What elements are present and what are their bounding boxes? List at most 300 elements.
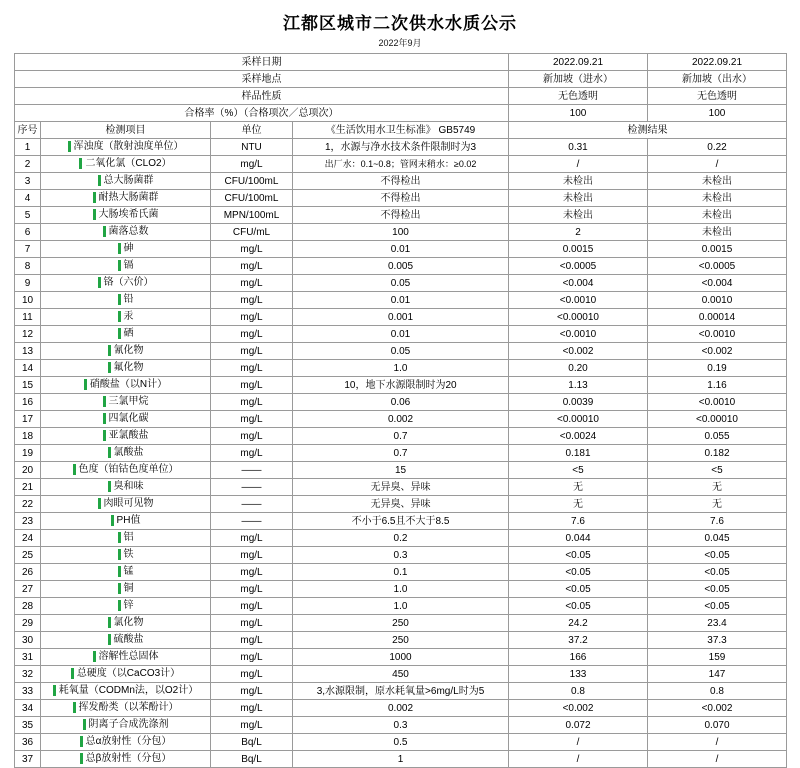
summary-value: 新加坡（进水） — [509, 71, 648, 88]
cell-item-label: 铅 — [123, 294, 134, 306]
cell-result-2: <0.004 — [648, 275, 787, 292]
cell-unit: mg/L — [211, 258, 293, 275]
cell-result-1: 0.0015 — [509, 241, 648, 258]
page-subtitle: 2022年9月 — [378, 38, 422, 48]
row-marker-icon — [118, 583, 121, 594]
cell-index: 26 — [15, 564, 41, 581]
cell-result-1: <0.05 — [509, 581, 648, 598]
cell-index: 17 — [15, 411, 41, 428]
cell-index: 32 — [15, 666, 41, 683]
cell-result-1: 未检出 — [509, 190, 648, 207]
cell-result-2: <0.05 — [648, 598, 787, 615]
cell-item-label: 耗氧量（CODMn法，以O2计） — [58, 685, 199, 697]
row-marker-icon — [83, 719, 86, 730]
cell-standard: 不得检出 — [293, 190, 509, 207]
cell-index: 24 — [15, 530, 41, 547]
cell-index: 20 — [15, 462, 41, 479]
table-row — [15, 156, 787, 173]
cell-standard: 0.5 — [293, 734, 509, 751]
cell-result-1: 24.2 — [509, 615, 648, 632]
cell-unit: mg/L — [211, 615, 293, 632]
table-row — [15, 241, 787, 258]
row-marker-icon — [103, 226, 106, 237]
cell-standard: 0.06 — [293, 394, 509, 411]
cell-standard: 不小于6.5且不大于8.5 — [293, 513, 509, 530]
row-marker-icon — [73, 464, 76, 475]
cell-index: 33 — [15, 683, 41, 700]
row-marker-icon — [84, 379, 87, 390]
cell-unit: mg/L — [211, 360, 293, 377]
cell-result-2: <0.0010 — [648, 326, 787, 343]
table-row — [15, 734, 787, 751]
cell-item — [41, 496, 211, 513]
cell-result-1: 0.181 — [509, 445, 648, 462]
cell-item-label: 浑浊度（散射浊度单位） — [73, 141, 184, 153]
row-marker-icon — [118, 600, 121, 611]
cell-result-1: <0.0010 — [509, 292, 648, 309]
summary-row — [15, 71, 787, 88]
cell-unit: mg/L — [211, 666, 293, 683]
cell-item-label: 铬（六价） — [103, 277, 154, 289]
cell-item-label: 镉 — [123, 260, 134, 272]
cell-index: 27 — [15, 581, 41, 598]
cell-item — [41, 224, 211, 241]
row-marker-icon — [108, 345, 111, 356]
cell-result-2: 0.00014 — [648, 309, 787, 326]
cell-index: 7 — [15, 241, 41, 258]
cell-standard: 0.2 — [293, 530, 509, 547]
row-marker-icon — [108, 481, 111, 492]
table-row — [15, 292, 787, 309]
cell-unit: Bq/L — [211, 751, 293, 768]
cell-result-1: <0.002 — [509, 343, 648, 360]
table-row — [15, 360, 787, 377]
cell-index: 10 — [15, 292, 41, 309]
row-marker-icon — [118, 294, 121, 305]
cell-index: 3 — [15, 173, 41, 190]
cell-standard: 250 — [293, 632, 509, 649]
cell-unit: mg/L — [211, 275, 293, 292]
row-marker-icon — [118, 328, 121, 339]
header-unit: 单位 — [211, 122, 293, 139]
cell-standard: 10，地下水源限制时为20 — [293, 377, 509, 394]
cell-item — [41, 479, 211, 496]
cell-unit: Bq/L — [211, 734, 293, 751]
cell-result-1: 未检出 — [509, 207, 648, 224]
cell-standard: 0.7 — [293, 445, 509, 462]
cell-result-2: <0.05 — [648, 564, 787, 581]
cell-result-2: 0.182 — [648, 445, 787, 462]
cell-result-1: / — [509, 734, 648, 751]
cell-index: 12 — [15, 326, 41, 343]
row-marker-icon — [80, 736, 83, 747]
cell-result-2: 23.4 — [648, 615, 787, 632]
cell-unit: CFU/mL — [211, 224, 293, 241]
cell-result-1: 166 — [509, 649, 648, 666]
header-index: 序号 — [15, 122, 41, 139]
cell-result-1: <0.0024 — [509, 428, 648, 445]
cell-unit: mg/L — [211, 292, 293, 309]
cell-index: 18 — [15, 428, 41, 445]
cell-standard: 100 — [293, 224, 509, 241]
cell-item-label: 氟化物 — [113, 362, 144, 374]
cell-item — [41, 394, 211, 411]
cell-result-1: 0.044 — [509, 530, 648, 547]
cell-item-label: 氯酸盐 — [113, 447, 144, 459]
cell-result-1: 0.31 — [509, 139, 648, 156]
cell-result-2: <0.002 — [648, 343, 787, 360]
cell-standard: 0.1 — [293, 564, 509, 581]
cell-item — [41, 258, 211, 275]
cell-unit: mg/L — [211, 156, 293, 173]
cell-item-label: 硝酸盐（以N计） — [89, 379, 168, 391]
row-marker-icon — [68, 141, 71, 152]
cell-standard: 15 — [293, 462, 509, 479]
cell-unit: mg/L — [211, 394, 293, 411]
cell-item-label: 汞 — [123, 311, 134, 323]
cell-result-2: 147 — [648, 666, 787, 683]
row-marker-icon — [118, 532, 121, 543]
table-row — [15, 615, 787, 632]
cell-result-1: <0.05 — [509, 598, 648, 615]
cell-item — [41, 428, 211, 445]
cell-index: 21 — [15, 479, 41, 496]
row-marker-icon — [53, 685, 56, 696]
cell-result-2: 0.0015 — [648, 241, 787, 258]
row-marker-icon — [80, 753, 83, 764]
cell-index: 11 — [15, 309, 41, 326]
row-marker-icon — [118, 311, 121, 322]
cell-item-label: 阴离子合成洗涤剂 — [88, 719, 169, 731]
row-marker-icon — [93, 209, 96, 220]
cell-unit: mg/L — [211, 683, 293, 700]
cell-item — [41, 462, 211, 479]
table-row — [15, 683, 787, 700]
cell-unit: —— — [211, 462, 293, 479]
cell-unit: —— — [211, 513, 293, 530]
cell-index: 37 — [15, 751, 41, 768]
cell-result-2: 未检出 — [648, 173, 787, 190]
cell-result-1: 133 — [509, 666, 648, 683]
cell-result-2: 7.6 — [648, 513, 787, 530]
row-marker-icon — [71, 668, 74, 679]
cell-item-label: 氰化物 — [113, 345, 144, 357]
cell-index: 36 — [15, 734, 41, 751]
table-row — [15, 530, 787, 547]
cell-unit: mg/L — [211, 428, 293, 445]
summary-label: 合格率（%）（合格项次／总项次） — [15, 105, 509, 122]
cell-item — [41, 649, 211, 666]
cell-unit: —— — [211, 479, 293, 496]
cell-item — [41, 241, 211, 258]
table-row — [15, 666, 787, 683]
cell-result-1: <0.0010 — [509, 326, 648, 343]
cell-standard: 1，水源与净水技术条件限制时为3 — [293, 139, 509, 156]
table-row — [15, 700, 787, 717]
row-marker-icon — [103, 430, 106, 441]
cell-result-2: 0.0010 — [648, 292, 787, 309]
cell-item-label: 硫酸盐 — [113, 634, 144, 646]
row-marker-icon — [108, 617, 111, 628]
cell-index: 30 — [15, 632, 41, 649]
cell-index: 22 — [15, 496, 41, 513]
cell-unit: mg/L — [211, 717, 293, 734]
cell-item — [41, 292, 211, 309]
cell-unit: mg/L — [211, 309, 293, 326]
cell-standard: 出厂水：0.1~0.8；管网末稍水：≥0.02 — [293, 156, 509, 173]
cell-item — [41, 275, 211, 292]
cell-index: 34 — [15, 700, 41, 717]
cell-standard: 0.002 — [293, 411, 509, 428]
cell-unit: mg/L — [211, 649, 293, 666]
table-row — [15, 649, 787, 666]
table-row — [15, 581, 787, 598]
cell-item — [41, 411, 211, 428]
cell-result-2: 未检出 — [648, 224, 787, 241]
cell-item — [41, 666, 211, 683]
cell-standard: 450 — [293, 666, 509, 683]
cell-result-1: 0.8 — [509, 683, 648, 700]
cell-index: 28 — [15, 598, 41, 615]
summary-value: 2022.09.21 — [509, 54, 648, 71]
summary-value: 100 — [509, 105, 648, 122]
cell-index: 16 — [15, 394, 41, 411]
cell-item — [41, 445, 211, 462]
summary-row — [15, 88, 787, 105]
row-marker-icon — [98, 498, 101, 509]
cell-result-1: 无 — [509, 479, 648, 496]
cell-result-1: <0.004 — [509, 275, 648, 292]
cell-standard: 0.7 — [293, 428, 509, 445]
cell-standard: 250 — [293, 615, 509, 632]
cell-result-2: <0.002 — [648, 700, 787, 717]
cell-item — [41, 309, 211, 326]
cell-result-1: 1.13 — [509, 377, 648, 394]
cell-standard: 0.05 — [293, 343, 509, 360]
table-row — [15, 479, 787, 496]
header-standard: 《生活饮用水卫生标准》 GB5749 — [293, 122, 509, 139]
cell-item-label: 铝 — [123, 532, 134, 544]
cell-item — [41, 530, 211, 547]
cell-unit: mg/L — [211, 530, 293, 547]
cell-index: 25 — [15, 547, 41, 564]
cell-item — [41, 683, 211, 700]
cell-item-label: 臭和味 — [113, 481, 144, 493]
cell-item — [41, 547, 211, 564]
cell-unit: mg/L — [211, 326, 293, 343]
cell-standard: 0.001 — [293, 309, 509, 326]
cell-unit: mg/L — [211, 564, 293, 581]
cell-item — [41, 564, 211, 581]
cell-item-label: 四氯化碳 — [108, 413, 149, 425]
summary-label: 采样日期 — [15, 54, 509, 71]
cell-item-label: 亚氯酸盐 — [108, 430, 149, 442]
cell-unit: NTU — [211, 139, 293, 156]
table-row — [15, 564, 787, 581]
cell-unit: CFU/100mL — [211, 190, 293, 207]
row-marker-icon — [108, 634, 111, 645]
cell-standard: 0.01 — [293, 241, 509, 258]
table-row — [15, 173, 787, 190]
summary-label: 样品性质 — [15, 88, 509, 105]
cell-unit: mg/L — [211, 581, 293, 598]
table-row — [15, 275, 787, 292]
cell-item — [41, 717, 211, 734]
row-marker-icon — [93, 192, 96, 203]
table-row — [15, 547, 787, 564]
cell-item-label: 肉眼可见物 — [103, 498, 154, 510]
cell-result-1: <5 — [509, 462, 648, 479]
cell-item — [41, 632, 211, 649]
row-marker-icon — [98, 175, 101, 186]
row-marker-icon — [118, 549, 121, 560]
cell-item-label: 总硬度（以CaCO3计） — [76, 668, 181, 680]
cell-index: 2 — [15, 156, 41, 173]
cell-result-1: <0.0005 — [509, 258, 648, 275]
cell-unit: mg/L — [211, 377, 293, 394]
cell-index: 29 — [15, 615, 41, 632]
cell-standard: 0.01 — [293, 292, 509, 309]
cell-item — [41, 190, 211, 207]
cell-item — [41, 734, 211, 751]
cell-item-label: 砷 — [123, 243, 134, 255]
table-row — [15, 411, 787, 428]
cell-standard: 不得检出 — [293, 173, 509, 190]
cell-standard: 0.3 — [293, 547, 509, 564]
cell-result-1: / — [509, 751, 648, 768]
row-marker-icon — [118, 243, 121, 254]
cell-standard: 3,水源限制，原水耗氧量>6mg/L时为5 — [293, 683, 509, 700]
cell-item — [41, 207, 211, 224]
cell-result-2: <0.0005 — [648, 258, 787, 275]
cell-item-label: 菌落总数 — [108, 226, 149, 238]
cell-item-label: 总β放射性（分包） — [85, 753, 172, 765]
cell-index: 6 — [15, 224, 41, 241]
table-row — [15, 632, 787, 649]
row-marker-icon — [111, 515, 114, 526]
cell-standard: 1.0 — [293, 581, 509, 598]
summary-value: 100 — [648, 105, 787, 122]
cell-result-2: <0.00010 — [648, 411, 787, 428]
cell-item-label: 二氧化氯（CLO2） — [85, 158, 172, 170]
table-row — [15, 190, 787, 207]
table-row — [15, 394, 787, 411]
cell-result-1: 0.0039 — [509, 394, 648, 411]
cell-item-label: 氯化物 — [113, 617, 144, 629]
cell-item — [41, 615, 211, 632]
cell-item-label: 总大肠菌群 — [103, 175, 154, 187]
cell-result-2: / — [648, 156, 787, 173]
cell-result-2: / — [648, 751, 787, 768]
cell-result-1: 无 — [509, 496, 648, 513]
cell-standard: 无异臭、异味 — [293, 479, 509, 496]
cell-index: 15 — [15, 377, 41, 394]
row-marker-icon — [73, 702, 76, 713]
cell-item — [41, 377, 211, 394]
cell-standard: 1000 — [293, 649, 509, 666]
cell-item-label: 耐热大肠菌群 — [98, 192, 159, 204]
cell-standard: 1.0 — [293, 360, 509, 377]
cell-index: 1 — [15, 139, 41, 156]
row-marker-icon — [108, 362, 111, 373]
cell-item-label: 总α放射性（分包） — [85, 736, 172, 748]
cell-item-label: 铁 — [123, 549, 134, 561]
summary-label: 采样地点 — [15, 71, 509, 88]
row-marker-icon — [103, 413, 106, 424]
cell-result-1: 7.6 — [509, 513, 648, 530]
cell-result-2: 0.045 — [648, 530, 787, 547]
cell-item-label: PH值 — [116, 515, 141, 527]
table-row — [15, 598, 787, 615]
cell-result-2: 未检出 — [648, 190, 787, 207]
summary-value: 新加坡（出水） — [648, 71, 787, 88]
table-row — [15, 377, 787, 394]
cell-unit: mg/L — [211, 547, 293, 564]
cell-result-2: 159 — [648, 649, 787, 666]
row-marker-icon — [79, 158, 82, 169]
cell-item-label: 铜 — [123, 583, 134, 595]
cell-index: 35 — [15, 717, 41, 734]
cell-item — [41, 513, 211, 530]
cell-index: 19 — [15, 445, 41, 462]
cell-standard: 不得检出 — [293, 207, 509, 224]
summary-row — [15, 54, 787, 71]
cell-result-2: / — [648, 734, 787, 751]
cell-unit: mg/L — [211, 241, 293, 258]
cell-result-2: <5 — [648, 462, 787, 479]
cell-result-2: 0.055 — [648, 428, 787, 445]
table-row — [15, 309, 787, 326]
cell-unit: mg/L — [211, 598, 293, 615]
cell-result-2: 0.070 — [648, 717, 787, 734]
cell-result-2: 37.3 — [648, 632, 787, 649]
cell-item — [41, 173, 211, 190]
page-title: 江都区城市二次供水水质公示 — [283, 14, 517, 34]
cell-item-label: 挥发酚类（以苯酚计） — [78, 702, 179, 714]
cell-result-2: 1.16 — [648, 377, 787, 394]
cell-standard: 1.0 — [293, 598, 509, 615]
cell-index: 13 — [15, 343, 41, 360]
cell-unit: —— — [211, 496, 293, 513]
cell-result-2: 0.8 — [648, 683, 787, 700]
cell-result-1: <0.002 — [509, 700, 648, 717]
cell-item — [41, 700, 211, 717]
cell-item — [41, 751, 211, 768]
table-row — [15, 343, 787, 360]
table-header-row — [15, 122, 787, 139]
cell-unit: MPN/100mL — [211, 207, 293, 224]
cell-standard: 0.002 — [293, 700, 509, 717]
cell-item-label: 大肠埃希氏菌 — [98, 209, 159, 221]
cell-unit: mg/L — [211, 411, 293, 428]
row-marker-icon — [108, 447, 111, 458]
cell-standard: 0.05 — [293, 275, 509, 292]
cell-item-label: 三氯甲烷 — [108, 396, 149, 408]
table-row — [15, 428, 787, 445]
row-marker-icon — [103, 396, 106, 407]
summary-value: 2022.09.21 — [648, 54, 787, 71]
summary-value: 无色透明 — [509, 88, 648, 105]
cell-result-2: <0.0010 — [648, 394, 787, 411]
header-item: 检测项目 — [41, 122, 211, 139]
cell-standard: 0.01 — [293, 326, 509, 343]
cell-item-label: 锰 — [123, 566, 134, 578]
cell-result-1: 37.2 — [509, 632, 648, 649]
row-marker-icon — [93, 651, 96, 662]
cell-index: 5 — [15, 207, 41, 224]
table-row — [15, 496, 787, 513]
summary-row — [15, 105, 787, 122]
